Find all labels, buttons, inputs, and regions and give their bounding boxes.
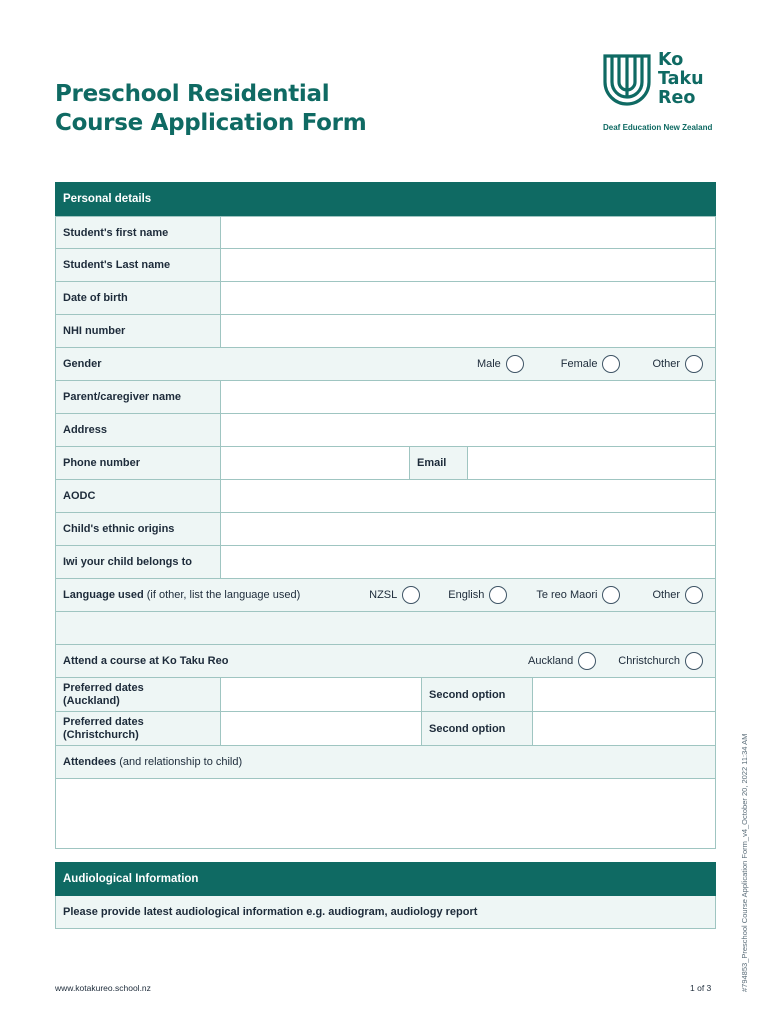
aodc-field[interactable] — [221, 480, 715, 512]
ko-taku-reo-logo-icon — [602, 52, 652, 116]
attendees-label: Attendees (and relationship to child) — [56, 746, 715, 778]
parent-row — [56, 381, 715, 414]
iwi-row — [56, 546, 715, 579]
gender-female-radio[interactable] — [602, 355, 620, 373]
attend-label: Attend a course at Ko Taku Reo — [56, 645, 715, 677]
attend-row — [56, 645, 715, 678]
ethnic-field[interactable] — [221, 513, 715, 545]
language-nzsl-radio[interactable] — [402, 586, 420, 604]
gender-row — [56, 348, 715, 381]
phone-email-row — [56, 447, 715, 480]
title-line-2: Course Application Form — [55, 110, 367, 136]
attend-options — [528, 645, 703, 677]
language-option-nzsl[interactable]: NZSL — [369, 586, 420, 604]
document-reference: #794853_Preschool Course Application Form_v4_October 20, 2022 11:34 AM — [740, 733, 749, 992]
gender-options — [477, 348, 703, 380]
first-name-field[interactable] — [221, 217, 715, 248]
audiological-prompt: Please provide latest audiological information e.g. audiogram, audiology report — [55, 896, 716, 929]
email-label: Email — [409, 447, 468, 479]
nhi-field[interactable] — [221, 315, 715, 347]
logo-wordmark: Ko Taku Reo — [658, 50, 704, 108]
language-option-te-reo[interactable]: Te reo Maori — [536, 586, 620, 604]
dob-row — [56, 282, 715, 315]
page-number: 1 of 3 — [690, 983, 712, 993]
pref-auckland-row — [56, 678, 715, 712]
personal-details-heading: Personal details — [55, 182, 716, 216]
audiological-heading: Audiological Information — [55, 862, 716, 896]
attend-christchurch-radio[interactable] — [685, 652, 703, 670]
language-label: Language used (if other, list the language used) — [56, 579, 715, 611]
language-te-reo-radio[interactable] — [602, 586, 620, 604]
iwi-field[interactable] — [221, 546, 715, 578]
address-row — [56, 414, 715, 447]
first-name-row — [56, 216, 715, 249]
gender-label: Gender — [56, 348, 715, 380]
attend-option-christchurch[interactable]: Christchurch — [618, 652, 703, 670]
language-other-radio[interactable] — [685, 586, 703, 604]
language-option-other[interactable]: Other — [652, 586, 703, 604]
parent-label: Parent/caregiver name — [56, 381, 221, 413]
dob-label: Date of birth — [56, 282, 221, 314]
last-name-label: Student's Last name — [56, 249, 221, 281]
second-option-christchurch-field[interactable] — [533, 712, 715, 745]
last-name-row — [56, 249, 715, 282]
personal-details-form — [55, 216, 716, 849]
second-option-auckland-field[interactable] — [533, 678, 715, 711]
pref-christchurch-label: Preferred dates (Christchurch) — [56, 712, 221, 745]
pref-auckland-field[interactable] — [221, 678, 421, 711]
pref-christchurch-field[interactable] — [221, 712, 421, 745]
nhi-row — [56, 315, 715, 348]
aodc-row — [56, 480, 715, 513]
aodc-label: AODC — [56, 480, 221, 512]
page-title — [55, 80, 366, 138]
logo-subtitle: Deaf Education New Zealand — [603, 123, 713, 132]
second-option-christchurch-label: Second option — [421, 712, 533, 745]
language-english-radio[interactable] — [489, 586, 507, 604]
last-name-field[interactable] — [221, 249, 715, 281]
pref-auckland-label: Preferred dates (Auckland) — [56, 678, 221, 711]
language-other-field[interactable] — [56, 612, 715, 645]
gender-option-other[interactable]: Other — [652, 355, 703, 373]
dob-field[interactable] — [221, 282, 715, 314]
attendees-field[interactable] — [56, 779, 715, 849]
nhi-label: NHI number — [56, 315, 221, 347]
language-option-english[interactable]: English — [448, 586, 507, 604]
gender-option-male[interactable]: Male — [477, 355, 524, 373]
gender-option-female[interactable]: Female — [561, 355, 621, 373]
attend-option-auckland[interactable]: Auckland — [528, 652, 596, 670]
language-options — [369, 579, 703, 611]
attend-auckland-radio[interactable] — [578, 652, 596, 670]
gender-male-radio[interactable] — [506, 355, 524, 373]
address-label: Address — [56, 414, 221, 446]
ethnic-row — [56, 513, 715, 546]
email-field[interactable] — [468, 447, 715, 479]
iwi-label: Iwi your child belongs to — [56, 546, 221, 578]
language-row — [56, 579, 715, 612]
gender-other-radio[interactable] — [685, 355, 703, 373]
ethnic-label: Child's ethnic origins — [56, 513, 221, 545]
phone-field[interactable] — [221, 447, 409, 479]
parent-field[interactable] — [221, 381, 715, 413]
attendees-row — [56, 746, 715, 779]
ko-taku-reo-logo — [602, 52, 722, 134]
footer-url: www.kotakureo.school.nz — [55, 983, 151, 993]
phone-label: Phone number — [56, 447, 221, 479]
second-option-auckland-label: Second option — [421, 678, 533, 711]
pref-christchurch-row — [56, 712, 715, 746]
title-line-1: Preschool Residential — [55, 81, 330, 107]
first-name-label: Student's first name — [56, 217, 221, 248]
address-field[interactable] — [221, 414, 715, 446]
